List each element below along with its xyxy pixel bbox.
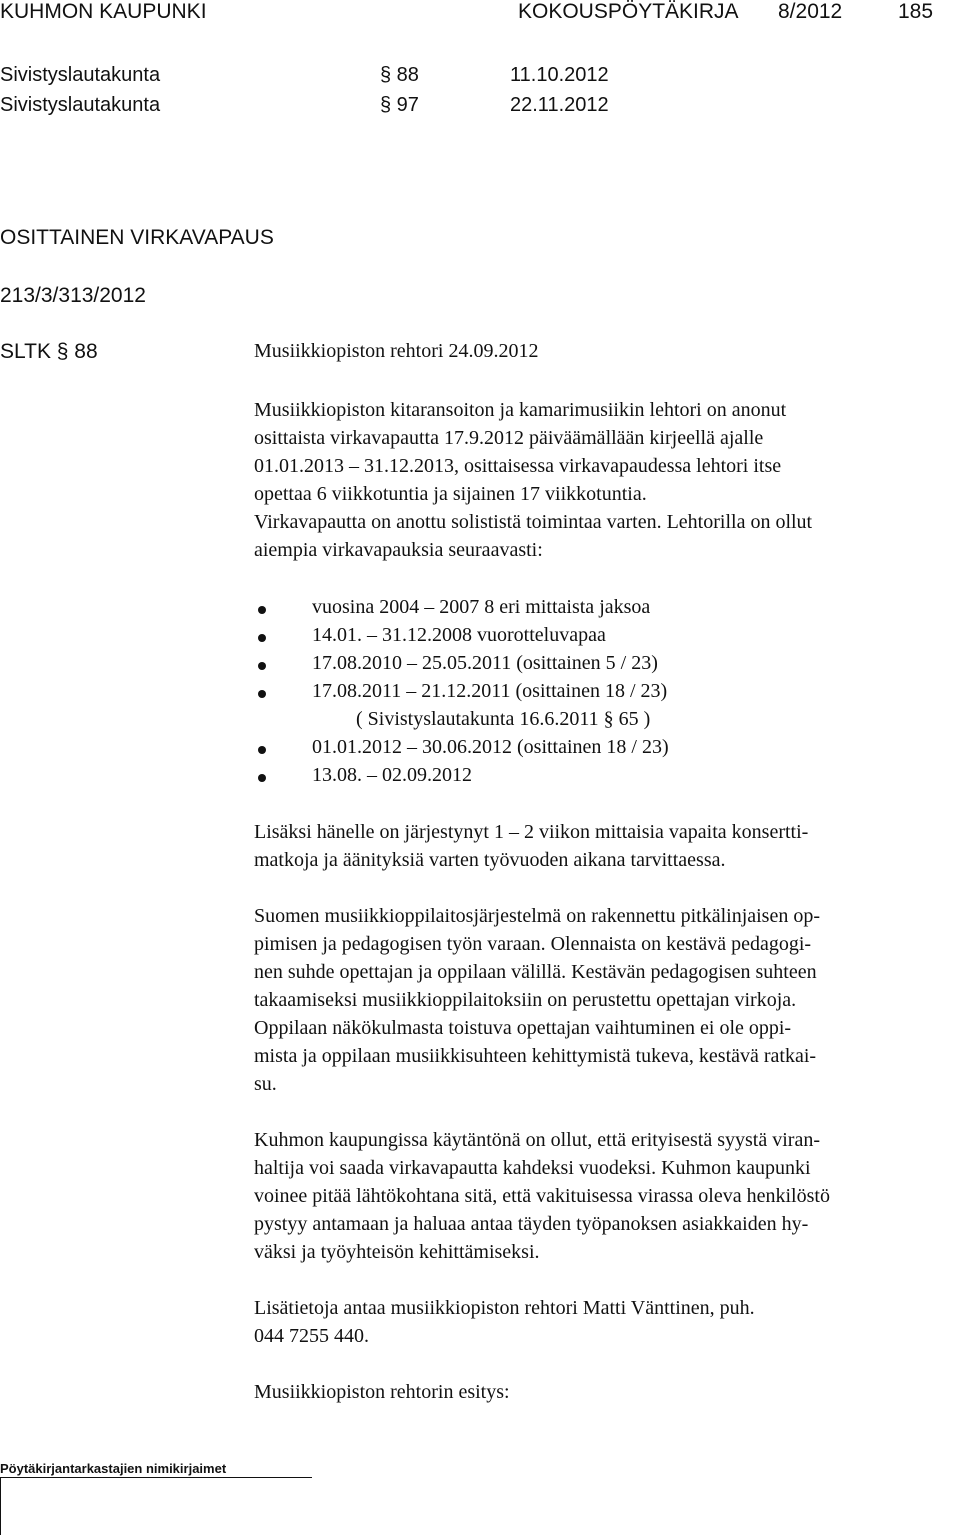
list-item: 01.01.2012 – 30.06.2012 (osittainen 18 / 23) <box>312 736 669 758</box>
paragraph-2 <box>254 818 934 874</box>
paragraph-line: mista ja oppilaan musiikkisuhteen kehittymistä tukeva, kestävä ratkai- <box>254 1045 817 1067</box>
reference-number: 213/3/313/2012 <box>0 284 146 307</box>
list-item: 17.08.2011 – 21.12.2011 (osittainen 18 / 23) <box>312 680 668 702</box>
meeting-body-1: Sivistyslautakunta <box>0 64 161 86</box>
paragraph-line: Lisätietoja antaa musiikkiopiston rehtori Matti Vänttinen, puh. <box>254 1297 755 1319</box>
paragraph-line: väksi ja työyhteisön kehittämiseksi. <box>254 1241 540 1263</box>
paragraph-3 <box>254 902 934 1098</box>
paragraph-6 <box>254 1378 934 1406</box>
paragraph-line: Suomen musiikkioppilaitosjärjestelmä on rakennettu pitkälinjaisen op- <box>254 905 821 927</box>
paragraph-line: Musiikkiopiston rehtorin esitys: <box>254 1381 510 1403</box>
paragraph-line: matkoja ja äänityksiä varten työvuoden aikana tarvittaessa. <box>254 849 726 871</box>
doc-number: 8/2012 <box>778 0 843 23</box>
paragraph-line: opettaa 6 viikkotuntia ja sijainen 17 viikkotuntia. <box>254 483 647 505</box>
bullet-icon <box>258 606 266 614</box>
meeting-section-2: § 97 <box>380 94 419 116</box>
footer-initials-label: Pöytäkirjantarkastajien nimikirjaimet <box>0 1461 227 1476</box>
paragraph-line: Lisäksi hänelle on järjestynyt 1 – 2 viikon mittaisia vapaita konsertti- <box>254 821 809 843</box>
paragraph-line: Kuhmon kaupungissa käytäntönä on ollut, että erityisestä syystä viran- <box>254 1129 820 1151</box>
meeting-date-1: 11.10.2012 <box>510 64 609 86</box>
list-item: 14.01. – 31.12.2008 vuorotteluvapaa <box>312 624 606 646</box>
paragraph-line: nen suhde opettajan ja oppilaan välillä. Kestävän pedagogisen suhteen <box>254 961 817 983</box>
paragraph-5 <box>254 1294 934 1350</box>
paragraph-line: Virkavapautta on anottu solististä toimintaa varten. Lehtorilla on ollut <box>254 511 813 533</box>
doc-type: KOKOUSPÖYTÄKIRJA <box>518 0 739 23</box>
footer-box-edge <box>0 1478 1 1535</box>
paragraph-line: Musiikkiopiston kitaransoiton ja kamarimusiikin lehtori on anonut <box>254 399 787 421</box>
paragraph-line: takaamiseksi musiikkioppilaitoksiin on perustettu opettajan virkoja. <box>254 989 797 1011</box>
paragraph-line: pimisen ja pedagogisen työn varaan. Olennaista on kestävä pedagogi- <box>254 933 812 955</box>
page-number: 185 <box>898 0 934 23</box>
document-title: OSITTAINEN VIRKAVAPAUS <box>0 226 274 249</box>
paragraph-line: osittaista virkavapautta 17.9.2012 päiväämällään kirjeellä ajalle <box>254 427 764 449</box>
bullet-icon <box>258 634 266 642</box>
bullet-icon <box>258 690 266 698</box>
org-name: KUHMON KAUPUNKI <box>0 0 207 23</box>
sltk-label: SLTK § 88 <box>0 340 98 363</box>
paragraph-line: Oppilaan näkökulmasta toistuva opettajan vaihtuminen ei ole oppi- <box>254 1017 792 1039</box>
list-item: 13.08. – 02.09.2012 <box>312 764 472 786</box>
meeting-body-2: Sivistyslautakunta <box>0 94 161 116</box>
paragraph-line: pystyy antamaan ja haluaa antaa täyden työpanoksen asiakkaiden hy- <box>254 1213 809 1235</box>
meeting-date-2: 22.11.2012 <box>510 94 609 116</box>
list-item: vuosina 2004 – 2007 8 eri mittaista jaksoa <box>312 596 651 618</box>
paragraph-line: 044 7255 440. <box>254 1325 369 1347</box>
paragraph-line: voinee pitää lähtökohtana sitä, että vakituisessa virassa oleva henkilöstö <box>254 1185 830 1207</box>
meeting-section-1: § 88 <box>380 64 419 86</box>
paragraph-line: su. <box>254 1073 277 1095</box>
bullet-icon <box>258 662 266 670</box>
paragraph-4 <box>254 1126 934 1266</box>
paragraph-line: 01.01.2013 – 31.12.2013, osittaisessa virkavapaudessa lehtori itse <box>254 455 782 477</box>
paragraph-line: haltija voi saada virkavapautta kahdeksi vuodeksi. Kuhmon kaupunki <box>254 1157 811 1179</box>
list-item: 17.08.2010 – 25.05.2011 (osittainen 5 / 23) <box>312 652 658 674</box>
footer-rule <box>0 1477 312 1478</box>
list-item-subtext: ( Sivistyslautakunta 16.6.2011 § 65 ) <box>356 708 651 730</box>
bullet-icon <box>258 774 266 782</box>
paragraph-1 <box>254 396 934 564</box>
sltk-text: Musiikkiopiston rehtori 24.09.2012 <box>254 340 539 362</box>
bullet-icon <box>258 746 266 754</box>
paragraph-line: aiempia virkavapauksia seuraavasti: <box>254 539 543 561</box>
